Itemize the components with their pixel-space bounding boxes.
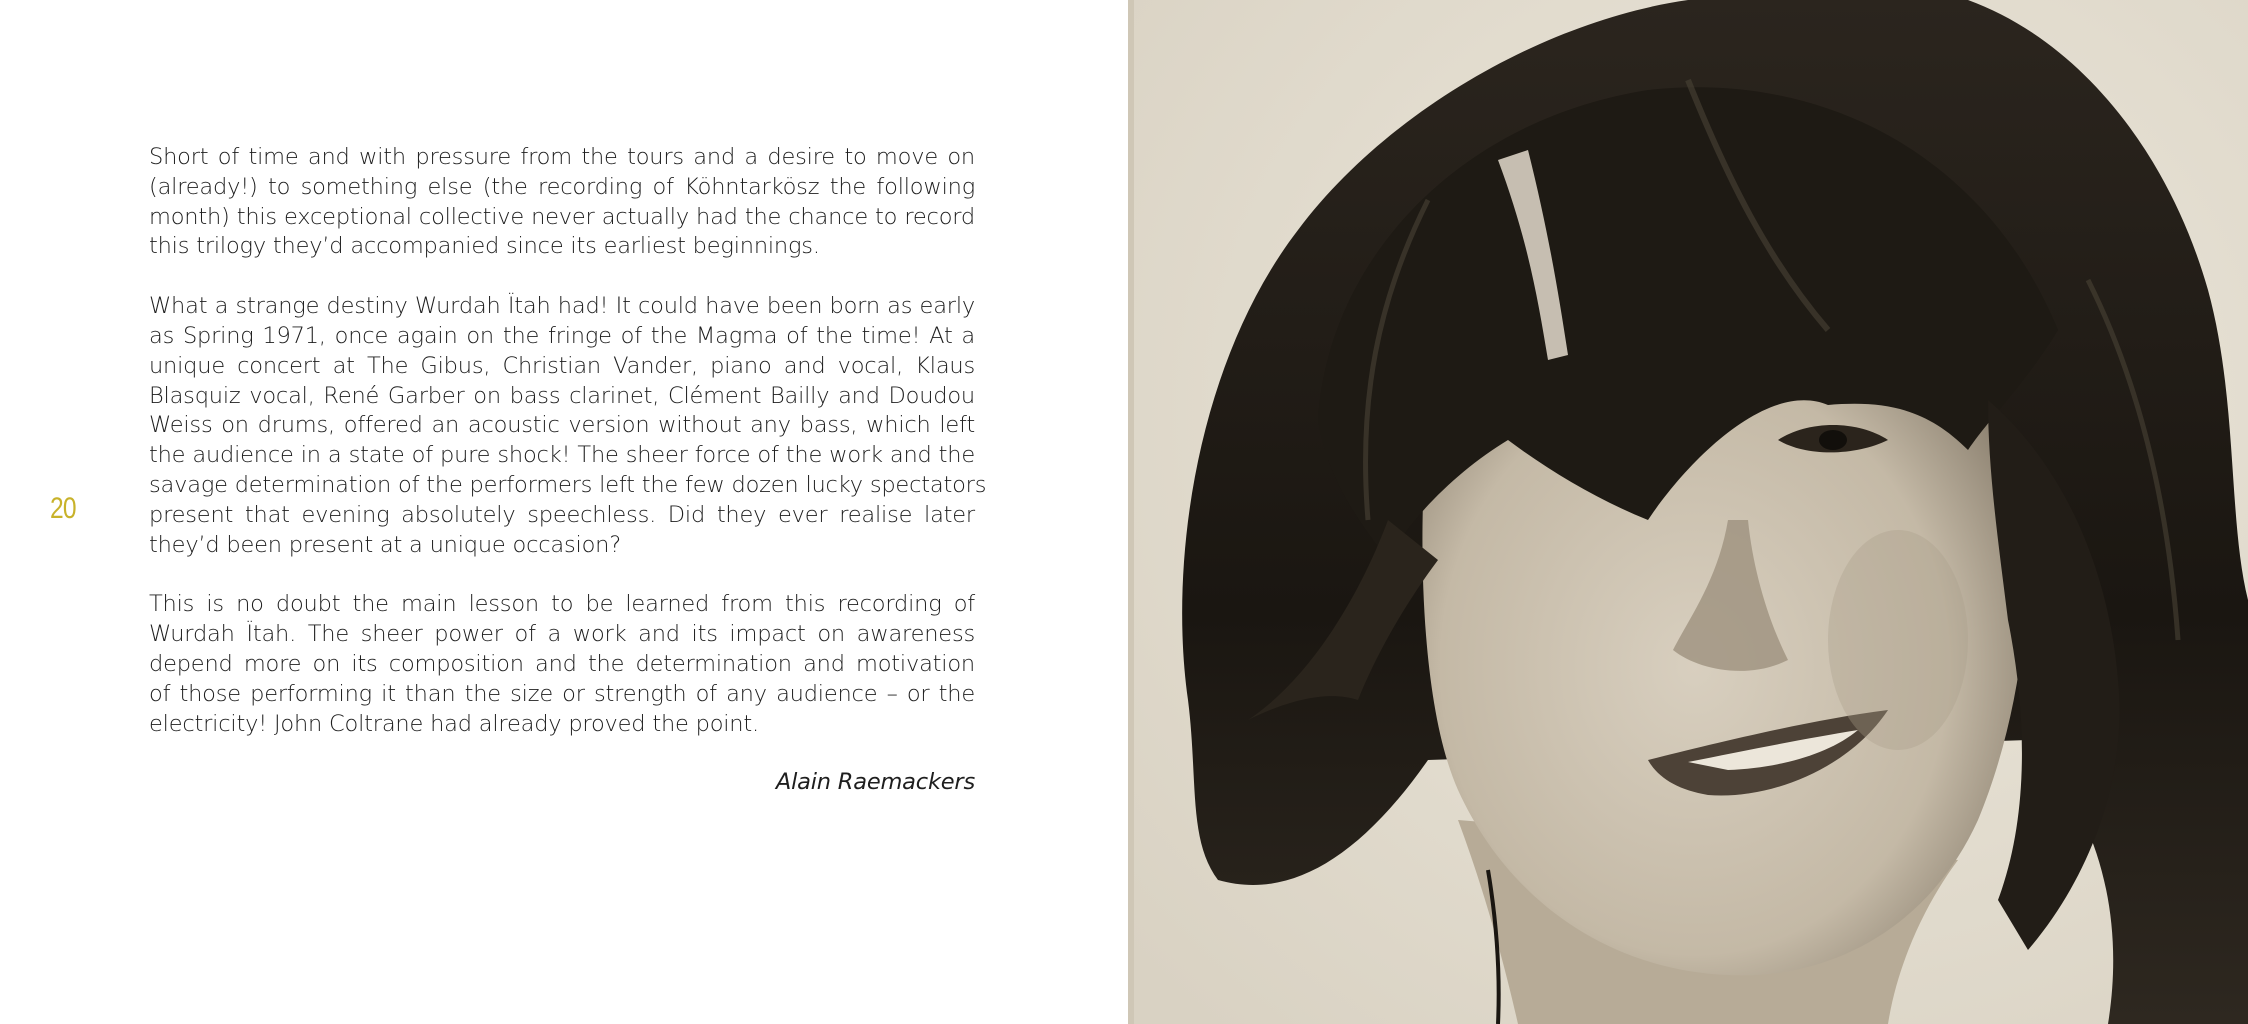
paragraph-line: month) this exceptional collective never actually had the chance to record	[149, 203, 975, 230]
paragraph-line: Weiss on drums, offered an acoustic version without any bass, which left	[149, 412, 975, 439]
paragraph-line: Short of time and with pressure from the tours and a desire to move on	[149, 144, 975, 170]
article-body	[149, 143, 987, 796]
paragraph-line: as Spring 1971, once again on the fringe of the Magma of the time! At a	[149, 322, 975, 349]
paragraph-line: electricity! John Coltrane had already proved the point.	[149, 710, 759, 737]
paragraph-line: of those performing it than the size or strength of any audience – or the	[149, 680, 975, 707]
paragraph-line: What a strange destiny Wurdah Ïtah had! It could have been born as early	[149, 293, 975, 320]
page-number: 20	[50, 492, 76, 525]
paragraph-line: present that evening absolutely speechless. Did they ever realise later	[149, 501, 975, 528]
paragraph-line: depend more on its composition and the determination and motivation	[149, 650, 975, 677]
photo-edge	[1128, 0, 1134, 1024]
cheek-shade	[1828, 530, 1968, 750]
paragraph-line: the audience in a state of pure shock! The sheer force of the work and the	[149, 442, 975, 469]
paragraph-line: This is no doubt the main lesson to be learned from this recording of	[149, 591, 975, 618]
paragraph-line: savage determination of the performers left the few dozen lucky spectators	[149, 471, 987, 498]
paragraph-line: Wurdah Ïtah. The sheer power of a work and its impact on awareness	[149, 621, 975, 648]
paragraph-line: (already!) to something else (the recording of Köhntarkösz the following	[149, 173, 975, 200]
paragraph-2	[149, 292, 987, 560]
paragraph-line: they’d been present at a unique occasion?	[149, 531, 621, 558]
author-signature: Alain Raemackers	[775, 769, 975, 796]
paragraph-3	[149, 590, 975, 739]
paragraph-1	[149, 143, 975, 262]
pupil	[1819, 430, 1847, 450]
portrait-illustration	[1128, 0, 2248, 1024]
paragraph-line: this trilogy they’d accompanied since its earliest beginnings.	[149, 233, 820, 260]
portrait-photo	[1128, 0, 2248, 1024]
paragraph-line: Blasquiz vocal, René Garber on bass clarinet, Clément Bailly and Doudou	[149, 382, 975, 409]
paragraph-line: unique concert at The Gibus, Christian Vander, piano and vocal, Klaus	[149, 352, 975, 379]
